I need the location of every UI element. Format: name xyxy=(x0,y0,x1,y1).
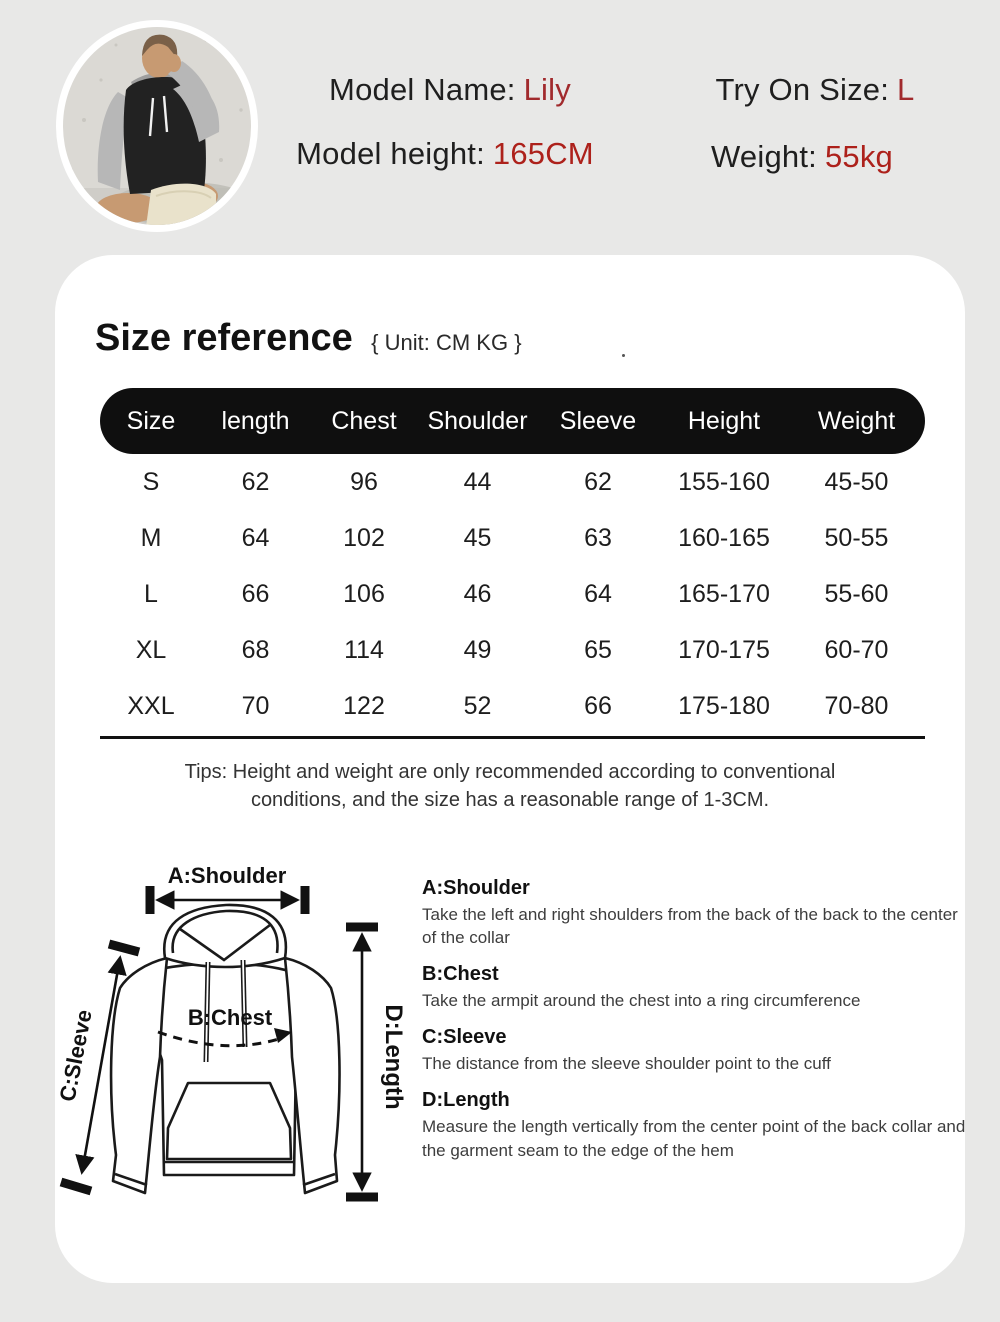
tips-line-1: Tips: Height and weight are only recommended according to conventional xyxy=(184,761,836,783)
guide-desc-length: Measure the length vertically from the center point of the back collar and the garment seam to the edge of the hem xyxy=(422,1117,966,1160)
length-arrow xyxy=(346,927,407,1197)
cell-xxl-chest: 122 xyxy=(343,691,385,720)
guide-desc-shoulder: Take the left and right shoulders from the back of the back to the center of the collar xyxy=(422,905,958,948)
guide-title-chest: B:Chest xyxy=(422,963,499,986)
table-row-l xyxy=(100,566,925,622)
hoodie-drawing xyxy=(111,905,339,1193)
size-table-body xyxy=(100,454,925,734)
cell-xxl-weight: 70-80 xyxy=(824,691,889,720)
cell-s-weight: 45-50 xyxy=(824,467,889,496)
cell-xl-weight: 60-70 xyxy=(824,635,889,664)
cell-xl-sleeve: 65 xyxy=(584,635,612,664)
model-height-value: 165CM xyxy=(492,136,594,171)
diagram-length-label: D:Length xyxy=(380,1004,407,1110)
cell-l-shoulder: 46 xyxy=(463,579,492,608)
col-header-sleeve: Sleeve xyxy=(559,406,637,435)
cell-xl-height: 170-175 xyxy=(678,635,770,664)
tips-line-2: conditions, and the size has a reasonable range of 1-3CM. xyxy=(250,789,770,811)
cell-xxl-height: 175-180 xyxy=(678,691,770,720)
model-weight-value: 55kg xyxy=(824,139,893,174)
cell-s-sleeve: 62 xyxy=(584,467,612,496)
cell-s-height: 155-160 xyxy=(678,467,770,496)
model-weight-line xyxy=(711,139,893,175)
model-name-value: Lily xyxy=(523,72,571,107)
cell-m-shoulder: 45 xyxy=(463,523,492,552)
cell-l-chest: 106 xyxy=(343,579,385,608)
guide-title-length: D:Length xyxy=(422,1089,510,1112)
cell-s-shoulder: 44 xyxy=(463,467,492,496)
model-weight-label: Weight: xyxy=(711,139,817,174)
col-header-shoulder: Shoulder xyxy=(427,406,528,435)
size-reference-card xyxy=(55,255,965,1283)
diagram-chest-label: B:Chest xyxy=(187,1005,273,1030)
diagram-sleeve-label: C:Sleeve xyxy=(54,1007,97,1104)
col-header-weight: Weight xyxy=(817,406,896,435)
dot-artifact xyxy=(622,354,625,357)
cell-l-height: 165-170 xyxy=(678,579,770,608)
guide-desc-sleeve: The distance from the sleeve shoulder point to the cuff xyxy=(422,1054,831,1074)
model-height-line xyxy=(296,136,594,172)
col-header-height: Height xyxy=(687,406,761,435)
cell-l-weight: 55-60 xyxy=(824,579,889,608)
cell-l-size: L xyxy=(144,579,158,608)
cell-xl-size: XL xyxy=(135,635,167,664)
cell-xl-length: 68 xyxy=(241,635,270,664)
try-on-size-line xyxy=(716,72,915,108)
tips-text xyxy=(55,758,965,814)
cell-l-length: 66 xyxy=(241,579,270,608)
guide-title-sleeve: C:Sleeve xyxy=(422,1026,507,1049)
table-divider xyxy=(100,736,925,739)
model-height-label: Model height: xyxy=(296,136,485,171)
model-name-line xyxy=(329,72,571,108)
col-header-size: Size xyxy=(126,406,176,435)
table-row-xl xyxy=(100,622,925,678)
guide-item-length xyxy=(422,1089,967,1161)
table-row-m xyxy=(100,510,925,566)
guide-title-shoulder: A:Shoulder xyxy=(422,877,530,899)
cell-m-sleeve: 63 xyxy=(584,523,612,552)
cell-m-height: 160-165 xyxy=(678,523,770,552)
model-photo xyxy=(56,20,258,232)
hoodie-measure-diagram xyxy=(40,850,440,1210)
col-header-length: length xyxy=(221,406,290,435)
cell-s-size: S xyxy=(142,467,160,496)
measure-guide xyxy=(422,877,967,1176)
guide-desc-chest: Take the armpit around the chest into a ring circumference xyxy=(422,991,861,1011)
card-title xyxy=(95,317,522,360)
cell-xxl-size: XXL xyxy=(127,691,175,720)
cell-m-chest: 102 xyxy=(343,523,385,552)
unit-note: { Unit: CM KG } xyxy=(371,330,522,355)
guide-item-chest xyxy=(422,963,967,1012)
cell-xl-shoulder: 49 xyxy=(463,635,492,664)
cell-m-size: M xyxy=(140,523,162,552)
cell-xl-chest: 114 xyxy=(344,635,384,664)
try-on-size-label: Try On Size: xyxy=(715,72,890,107)
cell-xxl-sleeve: 66 xyxy=(584,691,612,720)
diagram-shoulder-label: A:Shoulder xyxy=(167,863,287,888)
cell-m-length: 64 xyxy=(241,523,270,552)
size-reference-title: Size reference xyxy=(95,317,353,359)
size-table-header xyxy=(100,388,925,454)
cell-l-sleeve: 64 xyxy=(584,579,612,608)
cell-xxl-shoulder: 52 xyxy=(463,691,492,720)
model-name-label: Model Name: xyxy=(329,72,516,107)
guide-item-shoulder xyxy=(422,877,967,949)
try-on-size-value: L xyxy=(897,72,915,107)
col-header-chest: Chest xyxy=(331,406,397,435)
cell-s-length: 62 xyxy=(241,467,270,496)
table-row-xxl xyxy=(100,678,925,734)
cell-s-chest: 96 xyxy=(350,467,378,496)
cell-xxl-length: 70 xyxy=(241,691,270,720)
table-row-s xyxy=(100,454,925,510)
cell-m-weight: 50-55 xyxy=(824,523,889,552)
model-photo-image xyxy=(56,20,258,232)
guide-item-sleeve xyxy=(422,1026,967,1075)
